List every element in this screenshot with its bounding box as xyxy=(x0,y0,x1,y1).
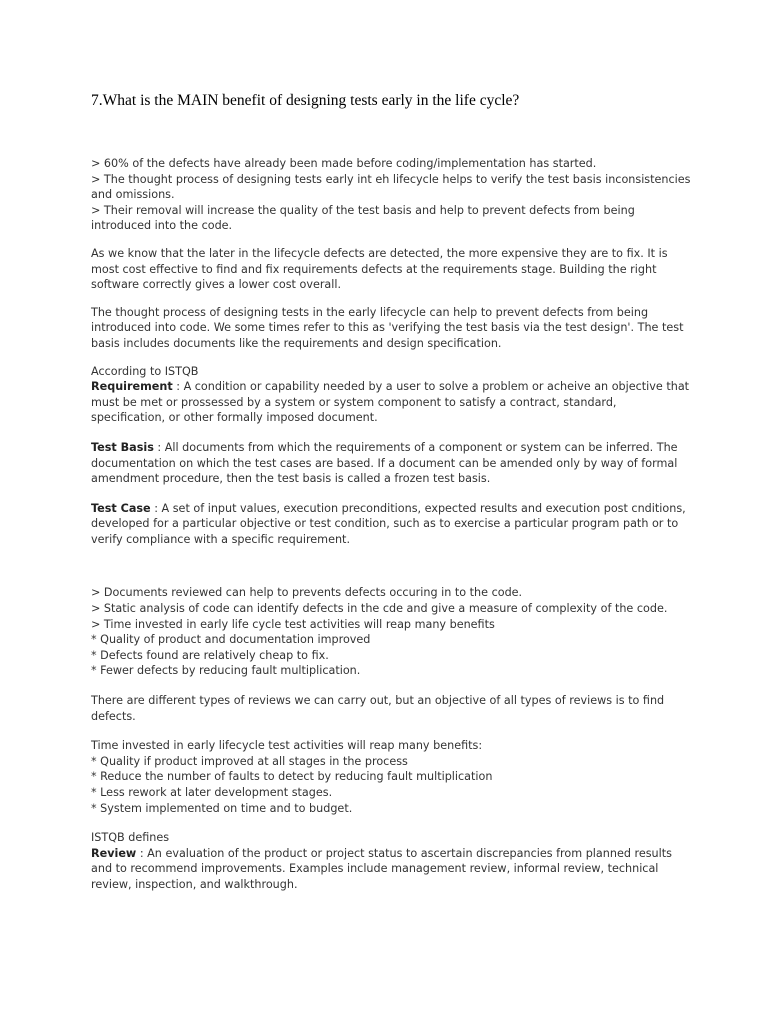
cost-paragraph: As we know that the later in the lifecycle defects are detected, the more expensive they are to fix. It is most cost effective to find and fix requirements defects at the requirements stage. Building the right software correctly gives a lower cost overall. xyxy=(91,246,668,292)
review-term: Review xyxy=(91,846,137,860)
requirement-term: Requirement xyxy=(91,380,173,394)
block1-line: > 60% of the defects have already been made before coding/implementation has started. xyxy=(91,157,597,170)
thought-process-paragraph: The thought process of designing tests in the early lifecycle can help to prevent defects from being introduced into code. We some times refer to this as 'verifying the test basis via the test design'. The test basis includes documents like the requirements and design specification. xyxy=(91,305,684,350)
test-basis-definition xyxy=(91,440,691,487)
block2-line: > Static analysis of code can identify defects in the cde and give a measure of complexity of the code. xyxy=(91,602,668,616)
benefits-block xyxy=(91,585,691,679)
block2-line: * Defects found are relatively cheap to fix. xyxy=(91,648,329,662)
defects-block xyxy=(91,156,691,234)
block2-line: > Documents reviewed can help to prevents defects occuring in to the code. xyxy=(91,586,523,600)
answer-body xyxy=(91,156,691,893)
block3-line: * System implemented on time and to budget. xyxy=(91,801,353,815)
question-title: 7.What is the MAIN benefit of designing tests early in the life cycle? xyxy=(91,92,520,109)
test-case-text: : A set of input values, execution preconditions, expected results and execution post cnditions, developed for a particular objective or test condition, such as to exercise a particular program path or to verify compliance with a specific requirement. xyxy=(91,501,686,546)
block2-line: > Time invested in early life cycle test activities will reap many benefits xyxy=(91,617,495,631)
block1-line: > The thought process of designing tests early int eh lifecycle helps to verify the test basis inconsistencies and omissions. xyxy=(91,172,691,202)
time-invested-block xyxy=(91,738,691,816)
test-basis-term: Test Basis xyxy=(91,440,154,454)
block2-line: * Quality of product and documentation improved xyxy=(91,633,371,647)
block3-line: * Less rework at later development stages. xyxy=(91,786,333,799)
reviews-paragraph: There are different types of reviews we can carry out, but an objective of all types of reviews is to find defects. xyxy=(91,694,665,723)
block1-line: > Their removal will increase the quality of the test basis and help to prevent defects from being introduced into the code. xyxy=(91,203,635,233)
review-definition xyxy=(91,846,691,893)
block3-line: Time invested in early lifecycle test activities will reap many benefits: xyxy=(91,739,483,753)
review-text: : An evaluation of the product or project status to ascertain discrepancies from planned results and to recommend improvements. Examples include management review, informal review, technical review, inspection, and walkthrough. xyxy=(91,846,672,891)
test-case-definition xyxy=(91,501,691,548)
requirement-definition xyxy=(91,379,691,426)
block3-line: * Quality if product improved at all stages in the process xyxy=(91,754,408,768)
test-basis-text: : All documents from which the requirements of a component or system can be inferred. The documentation on which the test cases are based. If a document can be amended only by way of formal amendment procedure, then the test basis is called a frozen test basis. xyxy=(91,440,678,486)
according-to-label: According to ISTQB xyxy=(91,364,199,378)
block2-line: * Fewer defects by reducing fault multiplication. xyxy=(91,664,361,678)
block3-line: * Reduce the number of faults to detect by reducing fault multiplication xyxy=(91,770,493,784)
test-case-term: Test Case xyxy=(91,501,151,515)
requirement-text: : A condition or capability needed by a user to solve a problem or acheive an objective that must be met or prossessed by a system or system component to satisfy a contract, standard, specification, or other formally imposed document. xyxy=(91,380,690,425)
istqb-defines-label: ISTQB defines xyxy=(91,831,170,845)
